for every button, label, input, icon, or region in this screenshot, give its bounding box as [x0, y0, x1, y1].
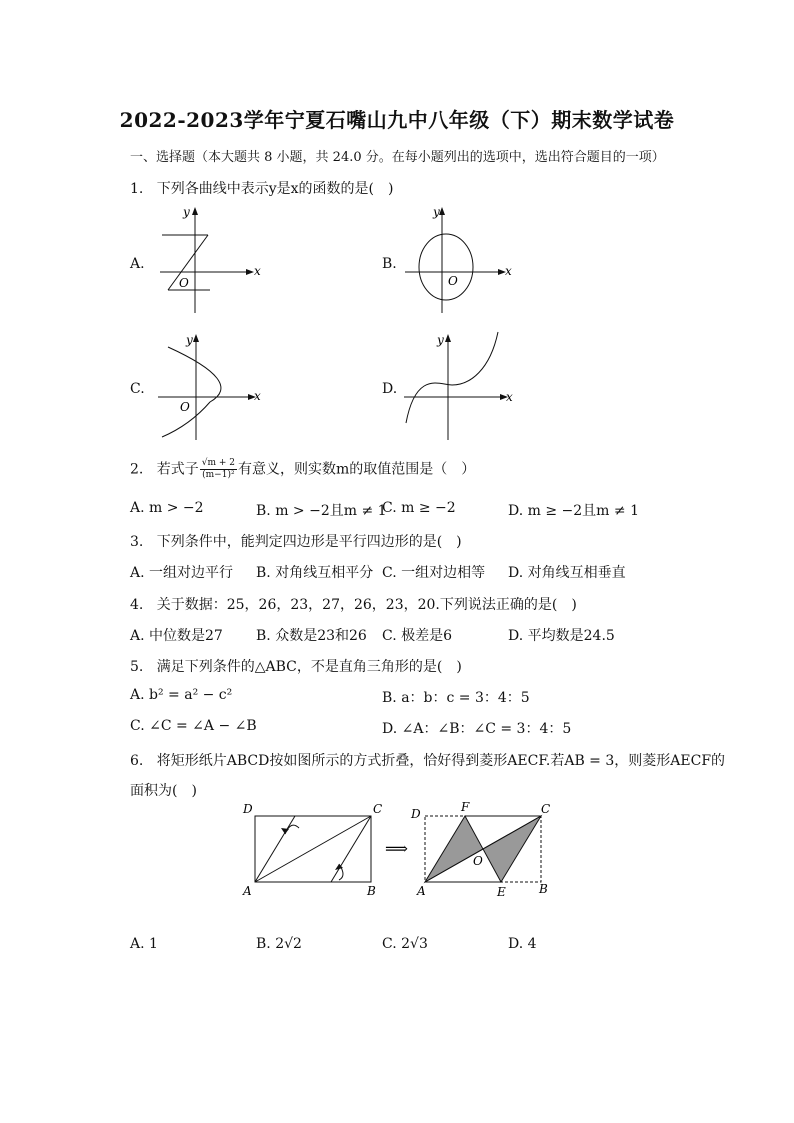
q6-option-a: A. 1 [130, 936, 158, 952]
q6-option-b: B. 2√2 [256, 936, 302, 952]
question-stem: 下列各曲线中表示y是x的函数的是( ) [156, 181, 394, 197]
question-stem: 下列条件中，能判定四边形是平行四边形的是( ) [156, 534, 462, 550]
transform-arrow-icon: ⟹ [385, 839, 408, 858]
point-c-label: C [373, 802, 383, 816]
question-3 [130, 531, 462, 551]
q1-graph-a [150, 205, 270, 317]
q3-option-a: A. 一组对边平行 [130, 565, 234, 581]
point-c-label: C [541, 802, 551, 816]
x-label: x [506, 390, 513, 404]
q5-option-d: D. ∠A：∠B：∠C = 3：4：5 [382, 721, 572, 737]
q5-option-b: B. a：b：c = 3：4：5 [382, 690, 530, 706]
x-label: x [505, 264, 512, 278]
q6-option-c: C. 2√3 [382, 936, 428, 952]
cubic-curve [406, 332, 498, 423]
origin-label: O [180, 400, 190, 414]
question-stem: 满足下列条件的△ABC，不是直角三角形的是( ) [156, 659, 462, 675]
parabola-curve [162, 347, 221, 437]
point-o-label: O [473, 854, 483, 868]
question-number: 4. [130, 597, 144, 613]
q6-figure [235, 798, 565, 900]
q4-option-a: A. 中位数是27 [130, 628, 223, 644]
fraction [200, 458, 237, 481]
question-number: 1. [130, 181, 144, 197]
shaded-triangle-right [483, 816, 541, 882]
origin-label: O [179, 276, 189, 290]
question-number: 5. [130, 659, 144, 675]
question-number: 3. [130, 534, 144, 550]
q1-option-b-label: B. [382, 256, 397, 272]
point-a-label: A [417, 884, 426, 898]
q3-option-d: D. 对角线互相垂直 [508, 565, 626, 581]
fraction-numerator: √m + 2 [201, 458, 235, 468]
q1-graph-d [400, 330, 520, 442]
q5-option-a: A. b² = a² − c² [130, 687, 233, 703]
q4-option-c: C. 极差是6 [382, 628, 453, 644]
y-label: y [183, 205, 190, 219]
q4-option-b: B. 众数是23和26 [256, 628, 367, 644]
question-stem-pre: 若式子 [156, 461, 199, 478]
q2-option-d: D. m ≥ −2且m ≠ 1 [508, 503, 639, 519]
q1-option-c-label: C. [130, 381, 145, 397]
q1-option-a-label: A. [130, 256, 145, 272]
x-axis-arrow [246, 269, 254, 275]
fold-line-right [331, 816, 371, 882]
circle-curve [419, 234, 473, 300]
question-6 [130, 750, 725, 770]
fold-line-left [255, 816, 295, 882]
x-label: x [254, 389, 261, 403]
q1-option-d-label: D. [382, 381, 398, 397]
q3-option-b: B. 对角线互相平分 [256, 565, 374, 581]
shaded-triangle-left [425, 816, 483, 882]
point-a-label: A [243, 884, 252, 898]
y-label: y [433, 205, 440, 219]
x-label: x [254, 264, 261, 278]
question-4 [130, 594, 577, 614]
diagonal-ac-right [425, 816, 541, 882]
question-number: 6. [130, 753, 144, 769]
diagonal-ac [255, 816, 371, 882]
q2-option-c: C. m ≥ −2 [382, 500, 456, 516]
question-stem: 将矩形纸片ABCD按如图所示的方式折叠，恰好得到菱形AECF.若AB = 3，则菱形AECF的 [156, 753, 726, 769]
q4-option-d: D. 平均数是24.5 [508, 628, 615, 644]
point-b-label: B [367, 884, 376, 898]
question-6-stem-line2: 面积为( ) [130, 783, 197, 799]
point-b-label: B [539, 882, 548, 896]
point-e-label: E [497, 885, 506, 899]
fraction-denominator: (m−1)² [202, 470, 235, 480]
q1-graph-b [400, 205, 520, 317]
page-title: 2022-2023学年宁夏石嘴山九中八年级（下）期末数学试卷 [119, 108, 675, 132]
question-stem: 关于数据：25，26，23，27，26，23，20.下列说法正确的是( ) [156, 597, 577, 613]
q2-option-b: B. m > −2且m ≠ 1 [256, 503, 387, 519]
question-2 [130, 458, 475, 481]
q1-graph-c [150, 330, 270, 442]
question-1 [130, 178, 393, 198]
y-label: y [437, 333, 444, 347]
point-d-label: D [411, 807, 421, 821]
y-label: y [186, 333, 193, 347]
point-d-label: D [243, 802, 253, 816]
q5-option-c: C. ∠C = ∠A − ∠B [130, 718, 257, 734]
q2-option-a: A. m > −2 [130, 500, 204, 516]
question-stem-post: 有意义，则实数m的取值范围是（ ） [237, 461, 476, 478]
question-5 [130, 656, 462, 676]
q3-option-c: C. 一组对边相等 [382, 565, 486, 581]
y-axis-arrow [192, 207, 198, 215]
origin-label: O [448, 274, 458, 288]
q6-option-d: D. 4 [508, 936, 537, 952]
section-heading: 一、选择题（本大题共 8 小题，共 24.0 分。在每小题列出的选项中，选出符合题目的一项） [130, 150, 665, 165]
question-number: 2. [130, 461, 144, 478]
point-f-label: F [461, 800, 470, 814]
